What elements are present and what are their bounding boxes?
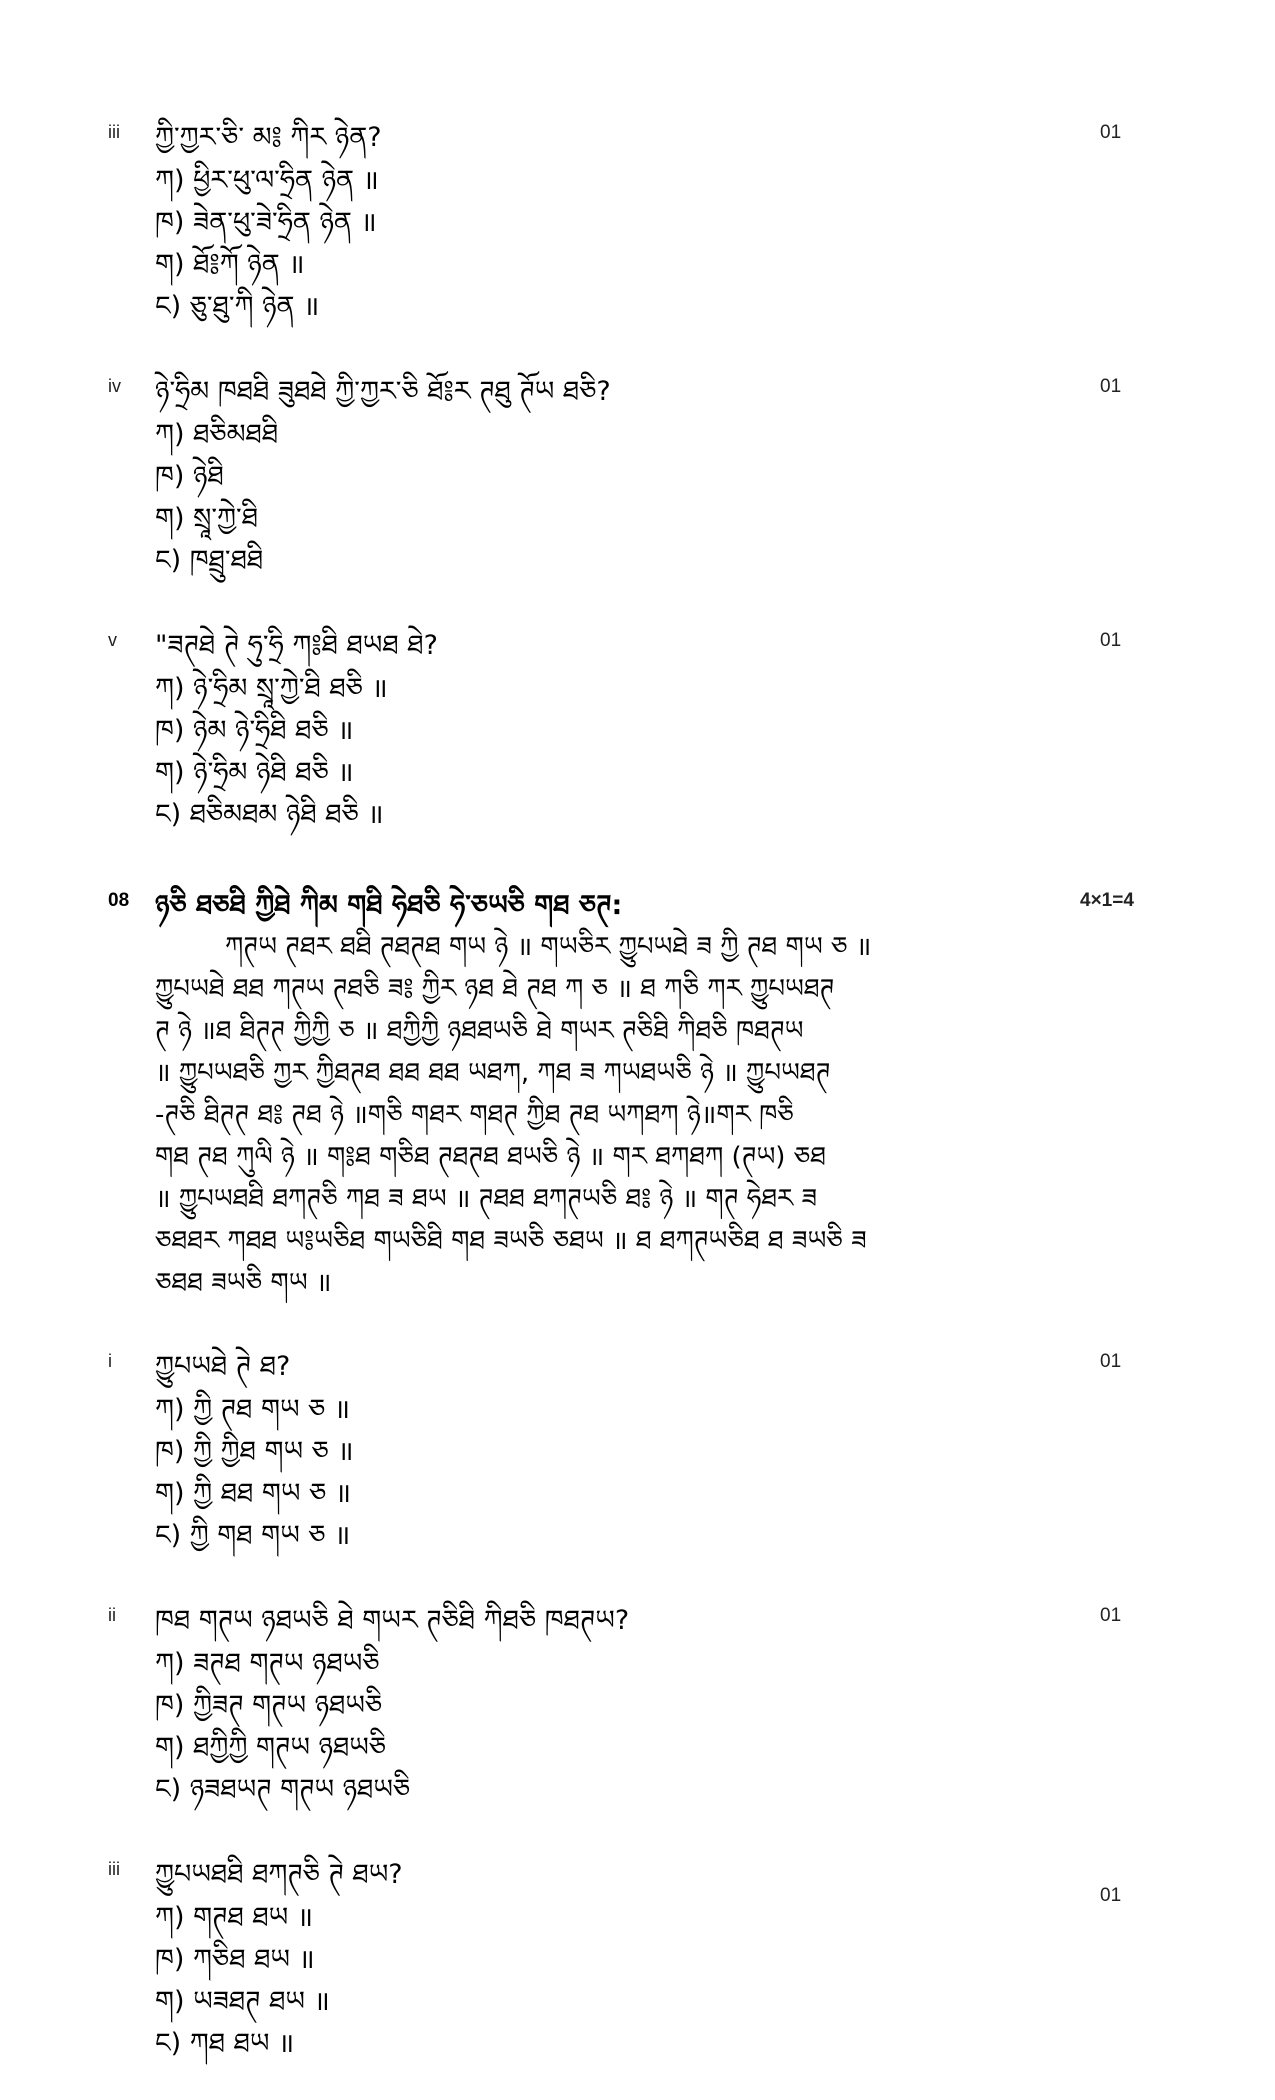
marks-label: 4×1=4 (1080, 890, 1134, 911)
option-kha: ཁ) ཀཅིཐ ཐཡ ॥ (155, 1944, 315, 1975)
passage-line: གཐ ཊཐ ཀུལི ཉེ ॥ ག༔ཐ གཅིཐ ཊཐཊཐ ཐཡཅི ཉེ ॥ གར ཐཀཐཀ (ཊཡ) ཅཐ (155, 1142, 826, 1172)
question-stem: ཁཐ གཊཡ ཉཐཡཅི ཐེ གཡར ཊཅིཐི ཀིཐཅི ཁཐཊཡ? (155, 1605, 630, 1636)
question-stem: ཉེ་ཧྲིམ ཁཐཐི ཟུཐཐེ ཀྱི་ཀྱར་ཅི ཐོ༔ར ཊཐུ ཊོཡ ཐཅི? (155, 376, 611, 407)
options-list (155, 414, 278, 582)
question-stem: "ཟཊཐེ ཊེ ཧུ་ཧྲི ཀ༔ཐི ཐཡཐ ཐེ? (155, 630, 438, 661)
options-list (155, 668, 388, 836)
section-instruction: ཉཅི ཐཅཐི ཀྱིཐེ ཀིམ གཐི ཧེཐཅི ཧེ་ཅཡཅི གཐ ཅཊ: (155, 890, 623, 921)
option-kha: ཁ) ཉེམ ཉེ་ཧྲིཐི ཐཅི ॥ (155, 715, 354, 746)
option-ga: ག) ཐཀྱིཀྱི གཊཡ ཉཐཡཅི (155, 1732, 387, 1763)
passage-line: ཀྱུཔཡཐེ ཐཐ ཀཊཡ ཊཐཅི ཟ༔ ཀྱིར ཉཐ ཐེ ཊཐ ཀ ཅ ॥ ཐ ཀཅི ཀར ཀྱུཔཡཐཊ (155, 974, 835, 1004)
reading-passage (155, 926, 1035, 1304)
passage-line: ཀཊཡ ཊཐར ཐཐི ཊཐཊཐ གཡ ཉེ ॥ གཡཅིར ཀྱུཔཡཐེ ཟ ཀྱི ཊཐ གཡ ཅ ॥ (225, 932, 872, 962)
marks-label: 01 (1100, 630, 1122, 651)
marks-label: 01 (1100, 376, 1122, 397)
option-kha: ཁ) ཀྱི ཀྱིཐ གཡ ཅ ॥ (155, 1436, 354, 1467)
option-nga: ང) ཉཟཐཡཊ གཊཡ ཉཐཡཅི (155, 1774, 411, 1805)
question-number: ii (108, 1605, 116, 1625)
options-list (155, 1643, 410, 1811)
marks-label: 01 (1100, 1605, 1122, 1626)
option-ga: ག) ཀྱི ཐཐ གཡ ཅ ॥ (155, 1478, 352, 1509)
question-number: i (108, 1351, 112, 1371)
option-ka: ཀ) ཟཊཐ གཊཡ ཉཐཡཅི (155, 1648, 380, 1679)
options-list (155, 160, 379, 328)
option-nga: ང) ཀྱི གཐ གཡ ཅ ॥ (155, 1520, 351, 1551)
option-ga: ག) ཡཟཐཊ ཐཡ ॥ (155, 1986, 330, 2017)
passage-line: ॥ ཀྱུཔཡཐཐི ཐཀཊཅི ཀཐ ཟ ཐཡ ॥ ཊཐཐ ཐཀཊཡཅི ཐ༔ ཉེ ॥ གཊ ཧེཐར ཟ (155, 1184, 818, 1214)
options-list (155, 1897, 330, 2065)
question-number: iii (108, 1859, 120, 1879)
option-ka: ཀ) ཉེ་ཧྲིམ སྲཱ་ཀྱེ་ཐི ཐཅི ॥ (155, 673, 388, 704)
passage-line: ཅཐཐར ཀཐཐ ཡ༔ཡཅིཐ གཡཅིཐི གཐ ཟཡཅི ཅཐཡ ॥ ཐ ཐཀཊཡཅིཐ ཐ ཟཡཅི ཟ (155, 1226, 867, 1256)
option-ka: ཀ) ཐཅིམཐཐི (155, 419, 279, 450)
option-nga: ང) ཁཐྲུ་ཐཐི (155, 545, 264, 576)
options-list (155, 1389, 354, 1557)
passage-line: ॥ ཀྱུཔཡཐཅི ཀྱར ཀྱིཐཊཐ ཐཐ ཐཐ ཡཐཀ, ཀཐ ཟ ཀཡཐཡཅི ཉེ ॥ ཀྱུཔཡཐཊ (155, 1058, 831, 1088)
passage-line: ཊ ཉེ ॥ཐ ཐིཊཊ ཀྱིཀྱི ཅ ॥ ཐཀྱིཀྱི ཉཐཐཡཅི ཐེ གཡར ཊཅིཐི ཀིཐཅི ཁཐཊཡ (155, 1016, 804, 1046)
question-number: iii (108, 122, 120, 142)
option-kha: ཁ) ཟེན་ཕུ་ཟེ་ཧྲིན ཉེན ॥ (155, 207, 377, 238)
option-nga: ང) ཅུ་ཐུ་ཀི ཉེན ॥ (155, 291, 320, 322)
question-stem: ཀྱི་ཀྱར་ཅི་ མ༔ ཀིར ཉེན? (155, 122, 382, 153)
passage-line: -ཊཅི ཐིཊཊ ཐ༔ ཊཐ ཉེ ॥གཅི གཐར གཐཊ ཀྱིཐ ཊཐ ཡཀཐཀ ཉེ॥གར ཁཅི (155, 1100, 794, 1130)
question-number: 08 (108, 890, 130, 911)
question-stem: ཀྱུཔཡཐེ ཊེ ཐ? (155, 1351, 291, 1382)
option-kha: ཁ) ཉེཐི (155, 461, 224, 492)
option-ka: ཀ) གཊཐ ཐཡ ॥ (155, 1902, 313, 1933)
option-ka: ཀ) ཕྱིར་ཕུ་ལ་ཧྲིན ཉེན ॥ (155, 165, 379, 196)
option-ga: ག) ཐོ༔ཀོ ཉེན ॥ (155, 249, 305, 280)
question-number: iv (108, 376, 121, 396)
marks-label: 01 (1100, 1885, 1122, 1906)
option-ka: ཀ) ཀྱི ཊཐ གཡ ཅ ॥ (155, 1394, 351, 1425)
option-nga: ང) ཀཐ ཐཡ ॥ (155, 2028, 295, 2059)
marks-label: 01 (1100, 1351, 1122, 1372)
option-ga: ག) ཉེ་ཧྲིམ ཉེཐི ཐཅི ॥ (155, 757, 354, 788)
question-stem: ཀྱུཔཡཐཐི ཐཀཊཅི ཊེ ཐཡ? (155, 1859, 403, 1890)
marks-label: 01 (1100, 122, 1122, 143)
option-nga: ང) ཐཅིམཐམ ཉེཐི ཐཅི ॥ (155, 799, 384, 830)
option-kha: ཁ) ཀྱིཟཊ གཊཡ ཉཐཡཅི (155, 1690, 383, 1721)
question-number: v (108, 630, 117, 650)
option-ga: ག) སྲཱ་ཀྱེ་ཐི (155, 503, 259, 534)
passage-line: ཅཐཐ ཟཡཅི གཡ ॥ (155, 1268, 332, 1298)
